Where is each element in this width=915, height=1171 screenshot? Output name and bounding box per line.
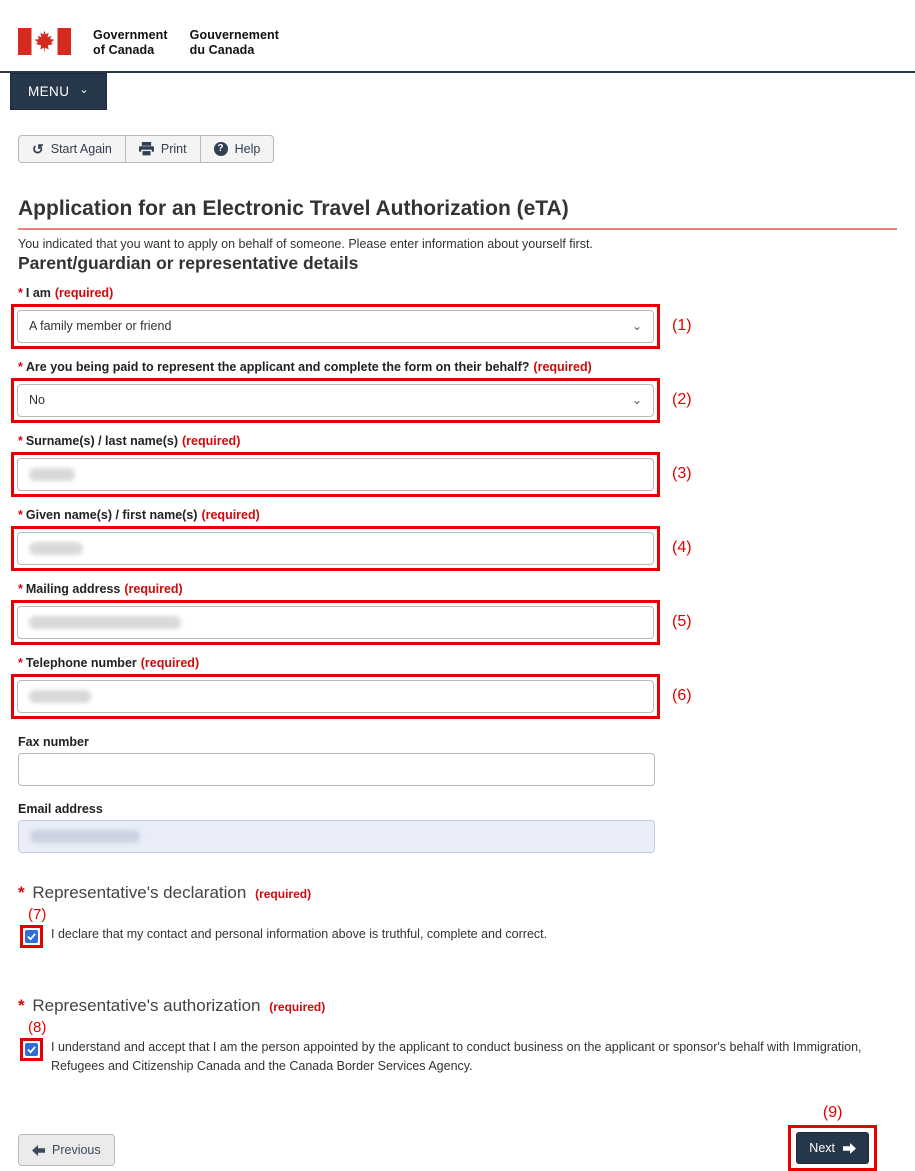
- redacted-value: [29, 690, 91, 703]
- annotation-number-5: (5): [672, 613, 692, 630]
- required-asterisk: *: [18, 433, 23, 448]
- intro-text: You indicated that you want to apply on behalf of someone. Please enter information about yourself first.: [18, 236, 593, 251]
- toolbar: [18, 135, 274, 163]
- print-button[interactable]: [125, 135, 201, 163]
- selected-value: A family member or friend: [29, 319, 172, 333]
- redacted-value: [29, 616, 181, 629]
- paid-representative-field-group: [18, 360, 897, 423]
- email-field-group: [18, 802, 897, 853]
- surname-field-group: [18, 434, 897, 497]
- next-button[interactable]: [796, 1132, 869, 1164]
- field-label: Fax number: [18, 734, 89, 749]
- selected-value: No: [29, 393, 45, 407]
- annotation-box-5: [11, 600, 660, 645]
- signature-english: Government of Canada: [93, 28, 168, 58]
- previous-button[interactable]: [18, 1134, 115, 1166]
- required-asterisk: *: [18, 581, 23, 596]
- authorization-checkbox[interactable]: [25, 1043, 38, 1056]
- annotation-box-9: [788, 1125, 877, 1171]
- field-label: * Given name(s) / first name(s) (required): [18, 507, 260, 522]
- start-again-label: Start Again: [50, 141, 112, 156]
- next-label: Next: [809, 1141, 835, 1156]
- required-asterisk: *: [18, 285, 23, 300]
- fax-field-group: [18, 735, 897, 786]
- menu-band: [0, 71, 915, 110]
- help-label: Help: [234, 141, 261, 156]
- telephone-input[interactable]: [17, 680, 654, 713]
- fax-input[interactable]: [18, 753, 655, 786]
- declaration-row: [18, 925, 897, 948]
- annotation-number-8: (8): [28, 1018, 47, 1036]
- help-button[interactable]: [200, 135, 275, 163]
- annotation-box-3: [11, 452, 660, 497]
- annotation-number-4: (4): [672, 539, 692, 556]
- annotation-number-9: (9): [822, 1104, 843, 1122]
- required-asterisk: *: [18, 995, 25, 1015]
- annotation-box-1: [11, 304, 660, 349]
- i-am-select[interactable]: [17, 310, 654, 343]
- annotation-number-2: (2): [672, 391, 692, 408]
- surname-input[interactable]: [17, 458, 654, 491]
- check-icon: [27, 1045, 36, 1054]
- check-icon: [27, 932, 36, 941]
- annotation-number-6: (6): [672, 687, 692, 704]
- field-label: * Mailing address (required): [18, 581, 183, 596]
- required-asterisk: *: [18, 359, 23, 374]
- menu-button[interactable]: [10, 73, 107, 110]
- given-name-field-group: [18, 508, 897, 571]
- declaration-label: I declare that my contact and personal information above is truthful, complete and correct.: [51, 926, 548, 941]
- authorization-heading: * Representative's authorization (required): [18, 995, 326, 1015]
- mailing-address-field-group: [18, 582, 897, 645]
- previous-label: Previous: [52, 1143, 101, 1158]
- restart-icon: ↺: [32, 140, 44, 157]
- authorization-row: [18, 1038, 897, 1077]
- chevron-down-icon: ⌄: [631, 393, 642, 407]
- section-heading: Parent/guardian or representative details: [18, 252, 359, 273]
- annotation-number-7: (7): [28, 905, 47, 923]
- declaration-heading: * Representative's declaration (required): [18, 882, 312, 902]
- signature-french: Gouvernement du Canada: [189, 28, 280, 58]
- arrow-right-icon: [843, 1143, 856, 1154]
- arrow-left-icon: [32, 1145, 45, 1156]
- annotation-number-3: (3): [672, 465, 692, 482]
- annotation-number-1: (1): [672, 317, 692, 334]
- annotation-box-4: [11, 526, 660, 571]
- field-label: * I am (required): [18, 285, 114, 300]
- telephone-field-group: [18, 656, 897, 719]
- field-label: * Telephone number (required): [18, 655, 200, 670]
- help-icon: ?: [214, 142, 228, 156]
- annotation-box-6: [11, 674, 660, 719]
- form-navigation: [18, 1104, 897, 1171]
- required-asterisk: *: [18, 655, 23, 670]
- print-label: Print: [160, 141, 187, 156]
- paid-representative-select[interactable]: [17, 384, 654, 417]
- given-name-input[interactable]: [17, 532, 654, 565]
- chevron-down-icon: ⌄: [631, 319, 642, 333]
- mailing-address-input[interactable]: [17, 606, 654, 639]
- redacted-value: [29, 468, 75, 481]
- chevron-down-icon: ⌄: [79, 83, 89, 96]
- page-title: Application for an Electronic Travel Authorization (eTA): [18, 197, 897, 230]
- field-label: Email address: [18, 801, 103, 816]
- government-of-canada-header: [0, 0, 915, 71]
- annotation-box-2: [11, 378, 660, 423]
- declaration-checkbox[interactable]: [25, 930, 38, 943]
- annotation-box-8: [20, 1038, 43, 1061]
- field-label: * Surname(s) / last name(s) (required): [18, 433, 241, 448]
- i-am-field-group: [18, 286, 897, 349]
- field-label: * Are you being paid to represent the applicant and complete the form on their behalf? (required): [18, 359, 592, 374]
- annotation-box-7: [20, 925, 43, 948]
- printer-icon: [139, 142, 154, 156]
- redacted-value: [30, 830, 140, 843]
- authorization-label: I understand and accept that I am the person appointed by the applicant to conduct business on the applicant or sponsor's behalf with Immigration, Refugees and Citizenship Canada and the Canada Border Services Agency.: [51, 1039, 862, 1073]
- email-input: [18, 820, 655, 853]
- redacted-value: [29, 542, 83, 555]
- menu-button-label: MENU: [28, 83, 70, 99]
- required-asterisk: *: [18, 507, 23, 522]
- start-again-button[interactable]: [18, 135, 126, 163]
- canada-flag-icon: [18, 28, 71, 55]
- required-asterisk: *: [18, 882, 25, 902]
